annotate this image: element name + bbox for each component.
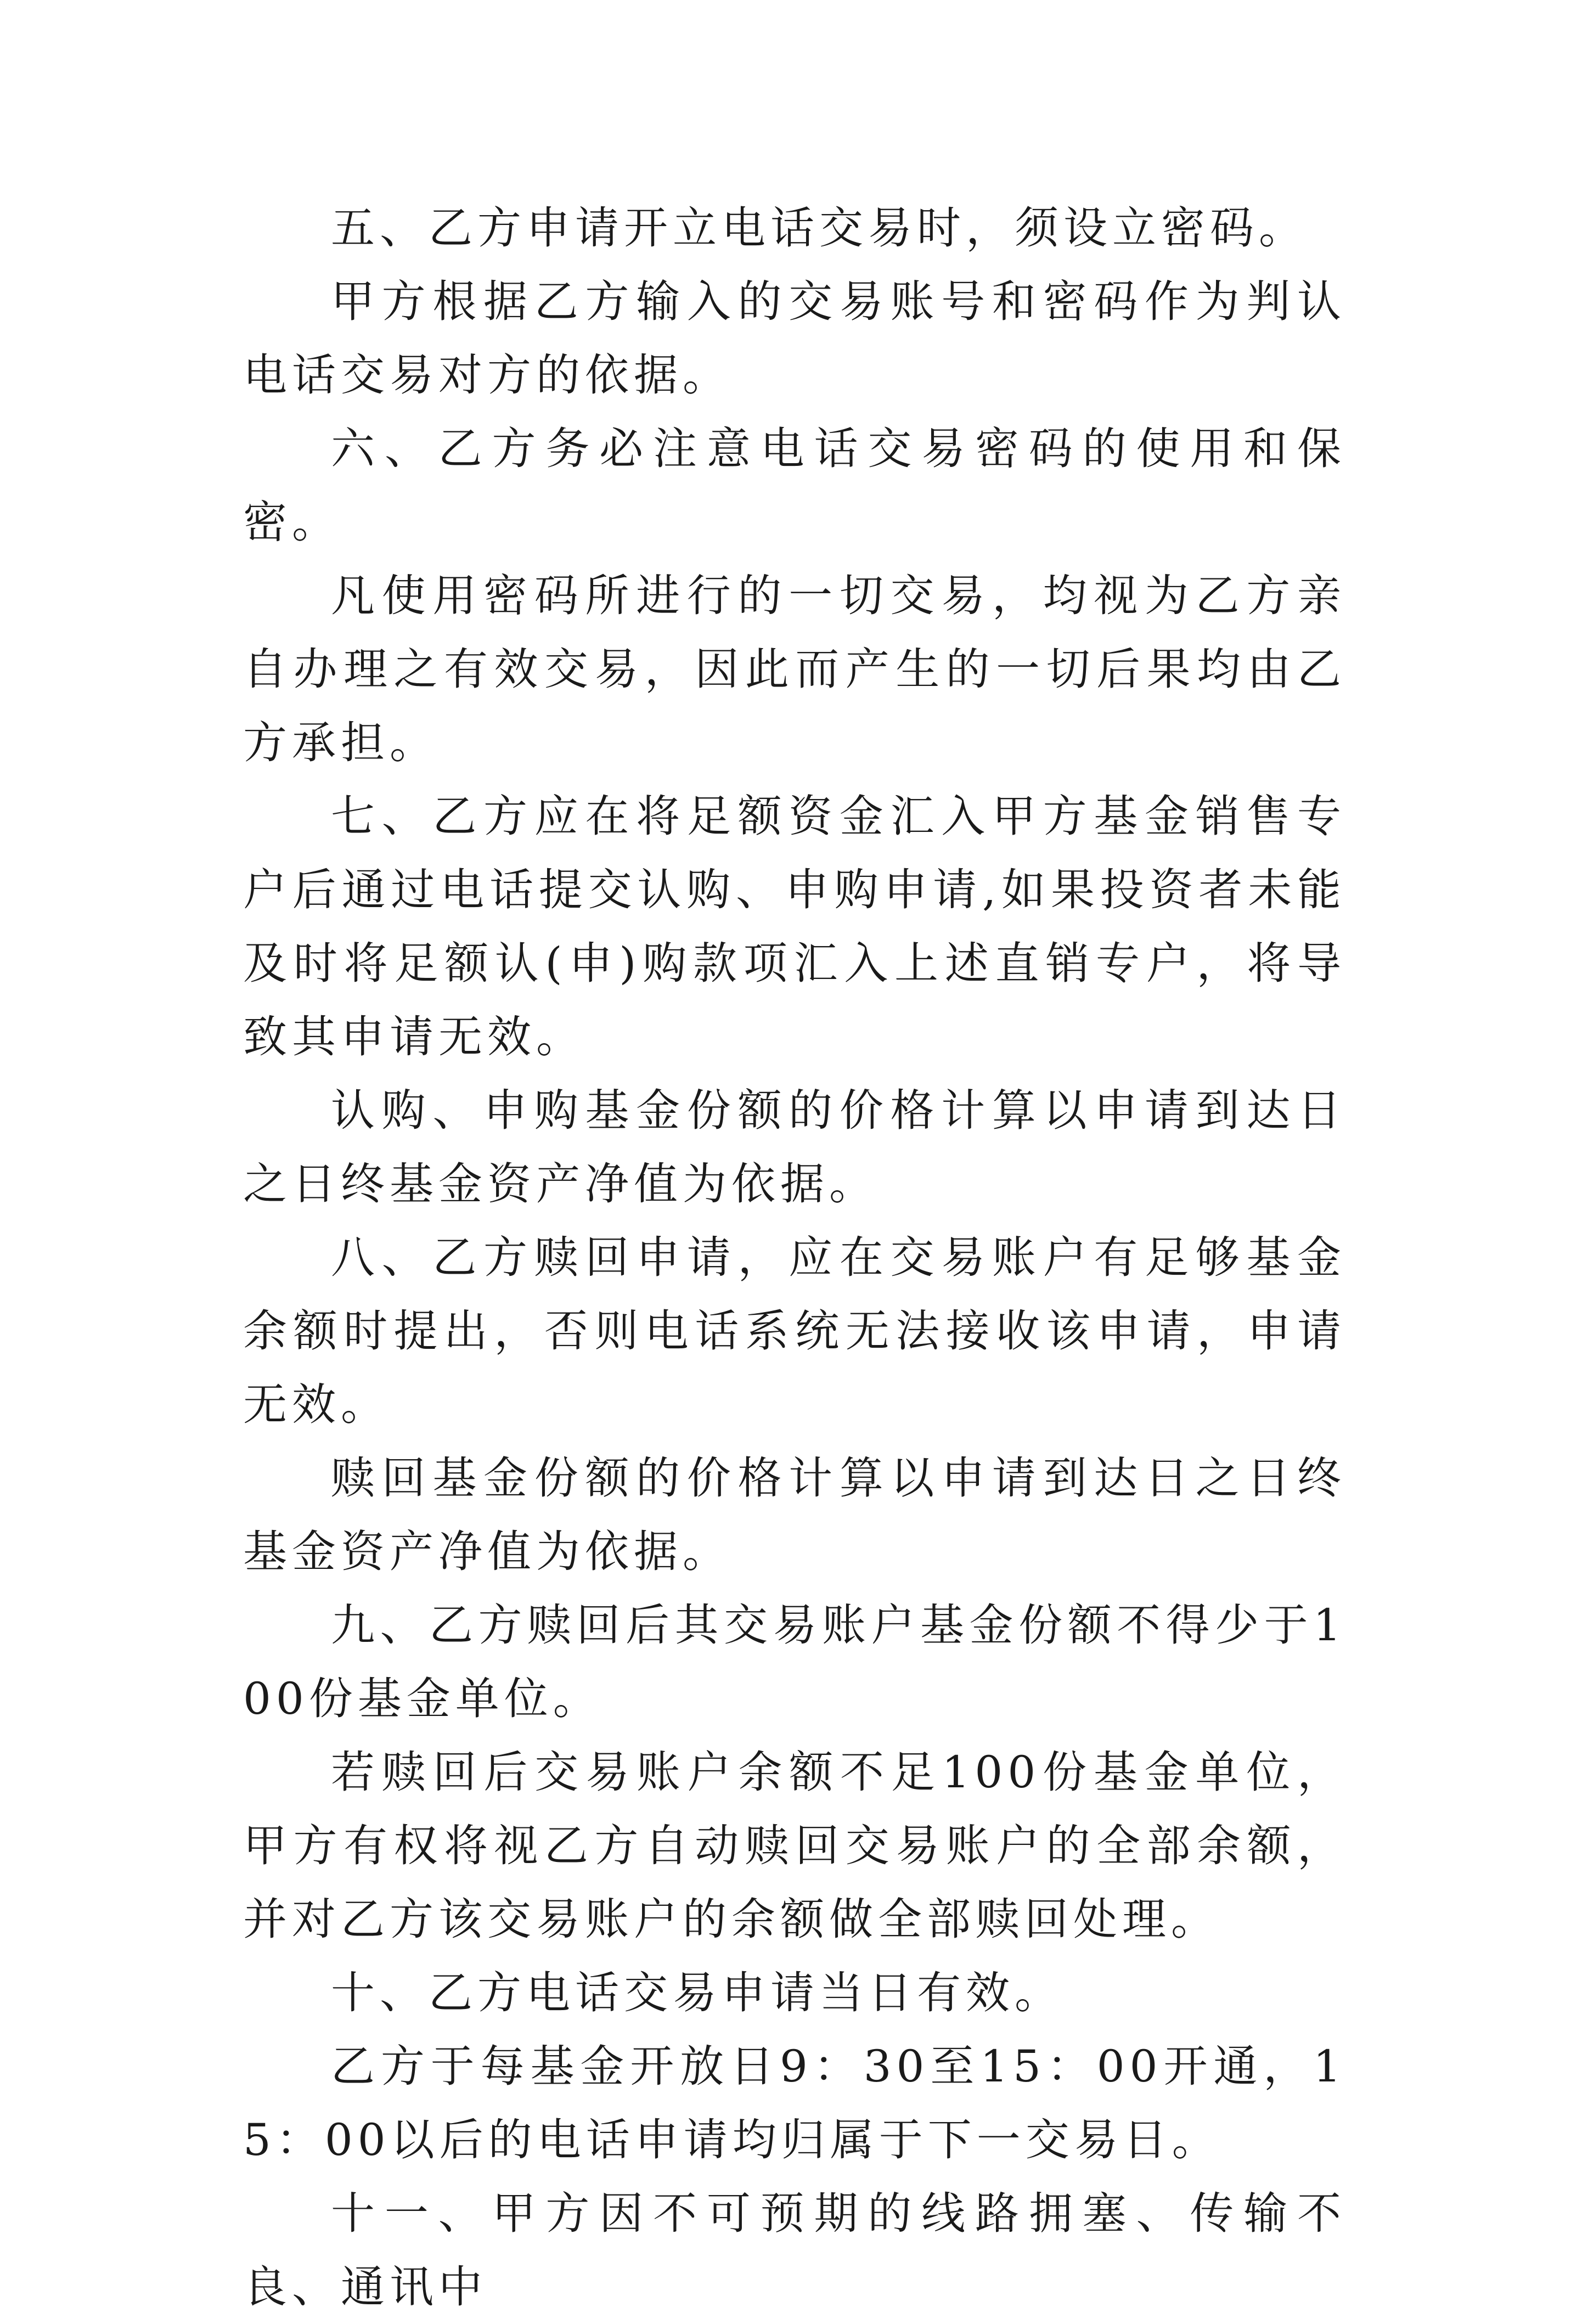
paragraph-clause-6: 六、乙方务必注意电话交易密码的使用和保密。 — [243, 423, 1346, 548]
paragraph-clause-7: 七、乙方应在将足额资金汇入甲方基金销售专户后通过电话提交认购、申购申请,如果投资者未能及时将足额认(申)购款项汇入上述直销专户，将导致其申请无效。 — [243, 791, 1346, 1062]
paragraph-clause-11: 十一、甲方因不可预期的线路拥塞、传输不良、通讯中 — [243, 2188, 1346, 2312]
paragraph-clause-5-detail: 甲方根据乙方输入的交易账号和密码作为判认电话交易对方的依据。 — [243, 276, 1346, 401]
paragraph-clause-10: 十、乙方电话交易申请当日有效。 — [331, 1967, 1063, 2018]
paragraph-clause-10-detail: 乙方于每基金开放日9：30至15：00开通，15：00以后的电话申请均归属于下一交易日。 — [243, 2041, 1346, 2165]
paragraph-clause-6-detail: 凡使用密码所进行的一切交易，均视为乙方亲自办理之有效交易，因此而产生的一切后果均由乙方承担。 — [243, 570, 1346, 768]
paragraph-clause-5: 五、乙方申请开立电话交易时，须设立密码。 — [331, 202, 1308, 254]
paragraph-clause-9-detail: 若赎回后交易账户余额不足100份基金单位，甲方有权将视乙方自动赎回交易账户的全部余额，并对乙方该交易账户的余额做全部赎回处理。 — [243, 1747, 1346, 1945]
document-body — [243, 192, 1346, 2324]
paragraph-clause-8-detail: 赎回基金份额的价格计算以申请到达日之日终基金资产净值为依据。 — [243, 1453, 1346, 1577]
paragraph-clause-8: 八、乙方赎回申请，应在交易账户有足够基金余额时提出，否则电话系统无法接收该申请，申请无效。 — [243, 1232, 1346, 1430]
paragraph-clause-7-detail: 认购、申购基金份额的价格计算以申请到达日之日终基金资产净值为依据。 — [243, 1085, 1346, 1209]
paragraph-clause-9: 九、乙方赎回后其交易账户基金份额不得少于100份基金单位。 — [243, 1600, 1346, 1724]
